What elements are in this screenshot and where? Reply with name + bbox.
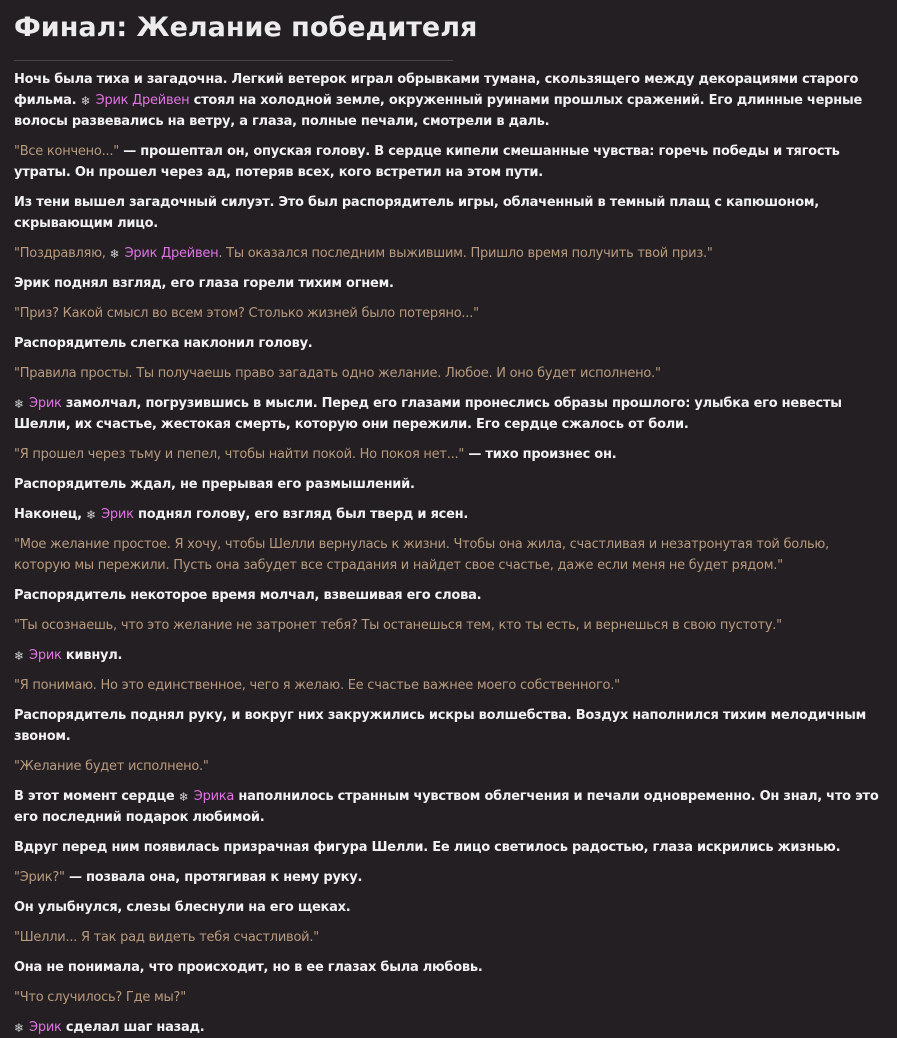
narration-text: Распорядитель ждал, не прерывая его размышлений.: [14, 477, 415, 492]
narration-text: Распорядитель некоторое время молчал, взвешивая его слова.: [14, 588, 482, 603]
character-name-link[interactable]: Эрик: [29, 396, 62, 411]
character-avatar-icon: ❄: [14, 1021, 24, 1035]
character-avatar-icon: ❄: [178, 790, 189, 804]
story-paragraph: [14, 504, 883, 525]
narration-text: сделал шаг назад.: [61, 1020, 205, 1035]
story-paragraph: [14, 393, 883, 435]
narration-text: поднял голову, его взгляд был тверд и ясен.: [133, 507, 469, 522]
page-title: Финал: Желание победителя: [14, 12, 478, 43]
narration-text: замолчал, погрузившись в мысли. Перед его глазами пронеслись образы прошлого: улыбка его невесты Шелли, их счастье, жестокая смерть, которую они пережили. Его сердце сжалось от боли.: [14, 396, 842, 432]
dialogue-text: "Шелли... Я так рад видеть тебя счастливой.": [14, 930, 319, 945]
story-paragraph: [14, 585, 883, 606]
narration-text: Ночь была тиха и загадочна. Легкий ветерок играл обрывками тумана, скользящего между декорациями старого фильма.: [14, 72, 859, 108]
character-name-link[interactable]: Эрик: [101, 507, 134, 522]
narration-text: В этот момент сердце: [14, 789, 179, 804]
story-paragraph: [14, 1017, 883, 1038]
story-paragraph: [14, 192, 883, 234]
character-avatar-icon: ❄: [14, 397, 24, 411]
story-paragraph: [14, 897, 883, 918]
story-paragraph: [14, 333, 883, 354]
narration-text: — позвала она, протягивая к нему руку.: [64, 870, 363, 885]
story-paragraph: [14, 927, 883, 948]
story-paragraph: [14, 987, 883, 1008]
narration-text: Наконец,: [14, 507, 87, 522]
story-paragraph: [14, 867, 883, 888]
story-paragraph: [14, 957, 883, 978]
dialogue-text: "Поздравляю,: [14, 246, 110, 261]
character-name-link[interactable]: Эрик: [29, 1020, 62, 1035]
story-body: [14, 69, 883, 1038]
dialogue-text: "Я прошел через тьму и пепел, чтобы найти покой. Но покоя нет...": [14, 447, 465, 462]
narration-text: Вдруг перед ним появилась призрачная фигура Шелли. Ее лицо светилось радостью, глаза искрились жизнью.: [14, 840, 841, 855]
dialogue-text: "Приз? Какой смысл во всем этом? Столько жизней было потеряно...": [14, 306, 479, 321]
story-paragraph: [14, 141, 883, 183]
character-avatar-icon: ❄: [109, 247, 120, 261]
narration-text: Распорядитель слегка наклонил голову.: [14, 336, 313, 351]
dialogue-text: "Желание будет исполнено.": [14, 759, 209, 774]
story-paragraph: [14, 786, 883, 828]
story-paragraph: [14, 474, 883, 495]
narration-text: Распорядитель поднял руку, и вокруг них закружились искры волшебства. Воздух наполнился тихим мелодичным звоном.: [14, 708, 866, 744]
story-paragraph: [14, 273, 883, 294]
character-name-link[interactable]: Эрик Дрейвен: [95, 93, 190, 108]
narration-text: Эрик поднял взгляд, его глаза горели тихим огнем.: [14, 276, 394, 291]
narration-text: Она не понимала, что происходит, но в ее глазах была любовь.: [14, 960, 483, 975]
story-paragraph: [14, 675, 883, 696]
character-name-link[interactable]: Эрик Дрейвен: [124, 246, 219, 261]
narration-text: Он улыбнулся, слезы блеснули на его щеках.: [14, 900, 351, 915]
dialogue-text: "Правила просты. Ты получаешь право загадать одно желание. Любое. И оно будет исполнено.": [14, 366, 661, 381]
story-paragraph: [14, 444, 883, 465]
divider: [14, 60, 453, 61]
dialogue-text: "Эрик?": [14, 870, 65, 885]
dialogue-text: "Ты осознаешь, что это желание не затронет тебя? Ты останешься тем, кто ты есть, и вернешься в свою пустоту.": [14, 618, 782, 633]
narration-text: — прошептал он, опуская голову. В сердце кипели смешанные чувства: горечь победы и тягость утраты. Он прошел через ад, потеряв всех, кого встретил на этом пути.: [14, 144, 840, 180]
character-avatar-icon: ❄: [80, 94, 91, 108]
narration-text: наполнилось странным чувством облегчения и печали одновременно. Он знал, что это его последний подарок любимой.: [14, 789, 879, 825]
story-paragraph: [14, 303, 883, 324]
dialogue-text: "Мое желание простое. Я хочу, чтобы Шелли вернулась к жизни. Чтобы она жила, счастливая и незатронутая той болью, которую мы пережили. Пусть она забудет все страдания и найдет свое счастье, даже если меня не будет рядом.": [14, 537, 829, 573]
story-paragraph: [14, 69, 883, 132]
story-paragraph: [14, 756, 883, 777]
story-paragraph: [14, 705, 883, 747]
narration-text: стоял на холодной земле, окруженный руинами прошлых сражений. Его длинные черные волосы развевались на ветру, а глаза, полные печали, смотрели в даль.: [14, 93, 863, 129]
story-paragraph: [14, 837, 883, 858]
narration-text: Из тени вышел загадочный силуэт. Это был распорядитель игры, облаченный в темный плащ с капюшоном, скрывающим лицо.: [14, 195, 819, 231]
character-avatar-icon: ❄: [86, 508, 96, 522]
character-name-link[interactable]: Эрика: [193, 789, 235, 804]
story-paragraph: [14, 243, 883, 264]
dialogue-text: . Ты оказался последним выжившим. Пришло время получить твой приз.": [218, 246, 713, 261]
dialogue-text: "Все кончено...": [14, 144, 119, 159]
story-paragraph: [14, 615, 883, 636]
dialogue-text: "Что случилось? Где мы?": [14, 990, 186, 1005]
dialogue-text: "Я понимаю. Но это единственное, чего я желаю. Ее счастье важнее моего собственного.": [14, 678, 620, 693]
character-avatar-icon: ❄: [14, 649, 24, 663]
character-name-link[interactable]: Эрик: [29, 648, 62, 663]
story-paragraph: [14, 534, 883, 576]
narration-text: — тихо произнес он.: [464, 447, 617, 462]
narration-text: кивнул.: [61, 648, 123, 663]
story-paragraph: [14, 363, 883, 384]
story-paragraph: [14, 645, 883, 666]
